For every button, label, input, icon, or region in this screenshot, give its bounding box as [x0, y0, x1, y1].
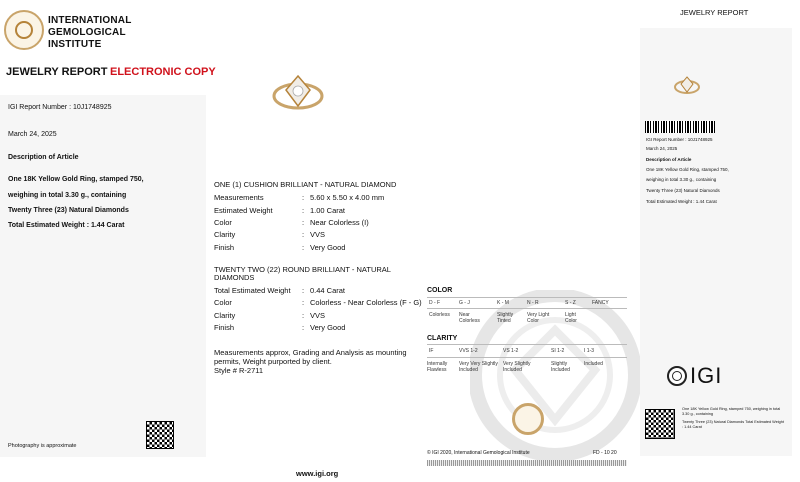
main-measurements-value: 5.60 x 5.50 x 4.00 mm [310, 193, 385, 202]
org-name-line2: GEMOLOGICAL [48, 27, 126, 38]
side-color-value: Colorless - Near Colorless (F - G) [310, 298, 422, 307]
colon: : [302, 193, 305, 202]
org-name-line3: INSTITUTE [48, 39, 102, 50]
colon: : [302, 230, 305, 239]
divider [427, 357, 627, 358]
report-title: JEWELRY REPORT [6, 66, 108, 78]
clarity-grade: VS 1-2 [503, 348, 519, 354]
colon: : [302, 218, 305, 227]
form-code: FD - 10 20 [593, 450, 617, 456]
colon: : [302, 323, 305, 332]
clarity-desc: Included [584, 361, 603, 367]
ring-thumbnail [672, 72, 702, 98]
right-report-title: JEWELRY REPORT [680, 8, 749, 17]
color-desc: Colorless [429, 312, 450, 318]
right-mini-text: Twenty Three (23) Natural Diamonds Total Estimated Weight : 1.44 Carat [682, 420, 784, 429]
colon: : [302, 286, 305, 295]
colon: : [302, 243, 305, 252]
divider [427, 344, 627, 345]
clarity-desc: Very Very Slightly Included [459, 361, 498, 373]
colon: : [302, 311, 305, 320]
color-desc: Slightly Tinted [497, 312, 514, 324]
description-line: Twenty Three (23) Natural Diamonds [8, 207, 129, 214]
note-line2: permits, Weight purported by client. [214, 357, 332, 366]
side-finish-value: Very Good [310, 323, 346, 332]
clarity-desc: Slightly Included [551, 361, 570, 373]
colon: : [302, 206, 305, 215]
color-grade: N - R [527, 300, 539, 306]
photo-note: Photography is approximate [8, 443, 77, 449]
description-line: weighing in total 3.30 g., containing [8, 192, 127, 199]
copyright-text: © IGI 2020, International Gemological Institute [427, 450, 530, 456]
right-description-line: Total Estimated Weight : 1.44 Carat [646, 199, 717, 204]
color-grade: S - Z [565, 300, 576, 306]
main-color-label: Color [214, 218, 232, 227]
color-grade: G - J [459, 300, 470, 306]
description-line: One 18K Yellow Gold Ring, stamped 750, [8, 176, 144, 183]
main-weight-label: Estimated Weight [214, 206, 273, 215]
side-weight-label: Total Estimated Weight [214, 286, 291, 295]
main-clarity-label: Clarity [214, 230, 236, 239]
right-qr-code[interactable] [645, 409, 675, 439]
colon: : [302, 298, 305, 307]
right-description-heading: Description of Article [646, 157, 692, 162]
side-clarity-value: VVS [310, 311, 326, 320]
electronic-copy-label: ELECTRONIC COPY [110, 66, 216, 78]
color-desc: Light Color [565, 312, 577, 324]
color-desc: Very Light Color [527, 312, 550, 324]
clarity-desc: Very Slightly Included [503, 361, 531, 373]
barcode [645, 121, 715, 133]
side-weight-value: 0.44 Carat [310, 286, 346, 295]
right-description-line: One 18K Yellow Gold Ring, stamped 750, [646, 167, 729, 172]
igi-brand-icon [667, 366, 687, 386]
main-measurements-label: Measurements [214, 193, 264, 202]
divider [427, 308, 627, 309]
main-finish-label: Finish [214, 243, 235, 252]
main-color-value: Near Colorless (I) [310, 218, 369, 227]
side-clarity-label: Clarity [214, 311, 236, 320]
divider [427, 297, 627, 298]
color-grade: FANCY [592, 300, 609, 306]
right-panel [640, 28, 792, 456]
clarity-grade: I 1-3 [584, 348, 595, 354]
main-stone-title: ONE (1) CUSHION BRILLIANT - NATURAL DIAMOND [214, 180, 397, 189]
org-name [48, 15, 132, 51]
igi-seal-logo [4, 10, 44, 50]
left-panel [0, 95, 206, 457]
clarity-scale-title: CLARITY [427, 335, 458, 342]
igi-brand-text: IGI [690, 363, 723, 388]
grading-note [214, 348, 407, 375]
right-mini-text: One 18K Yellow Gold Ring, stamped 750, weighing in total 3.30 g., containing [682, 407, 781, 416]
right-report-number: IGI Report Number : 10J1748925 [646, 137, 713, 142]
main-weight-value: 1.00 Carat [310, 206, 346, 215]
color-grade: D - F [429, 300, 441, 306]
qr-code[interactable] [146, 421, 174, 449]
clarity-grade: IF [429, 348, 434, 354]
report-number: IGI Report Number : 10J1748925 [8, 104, 112, 111]
ring-photo [268, 66, 328, 116]
igi-gold-seal [512, 403, 544, 435]
note-line1: Measurements approx, Grading and Analysis as mounting [214, 348, 407, 357]
website-link[interactable]: www.igi.org [296, 469, 339, 478]
right-description-line: weighing in total 3.30 g., containing [646, 177, 717, 182]
color-desc: Near Colorless [459, 312, 480, 324]
description-line: Total Estimated Weight : 1.44 Carat [8, 222, 125, 229]
side-finish-label: Finish [214, 323, 235, 332]
security-microtext-strip [427, 460, 627, 466]
clarity-grade: SI 1-2 [551, 348, 565, 354]
org-name-line1: INTERNATIONAL [48, 15, 132, 26]
main-finish-value: Very Good [310, 243, 346, 252]
igi-watermark-seal [470, 290, 640, 460]
side-stone-title-line1: TWENTY TWO (22) ROUND BRILLIANT - NATURAL [214, 265, 391, 274]
side-color-label: Color [214, 298, 232, 307]
color-scale-title: COLOR [427, 287, 453, 294]
side-stone-title-line2: DIAMONDS [214, 273, 255, 282]
color-grade: K - M [497, 300, 509, 306]
right-description-line: Twenty Three (23) Natural Diamonds [646, 188, 720, 193]
main-clarity-value: VVS [310, 230, 326, 239]
description-heading: Description of Article [8, 154, 79, 161]
clarity-grade: VVS 1-2 [459, 348, 478, 354]
report-date: March 24, 2025 [8, 131, 57, 138]
clarity-desc: Internally Flawless [427, 361, 448, 373]
right-report-date: March 24, 2025 [646, 146, 678, 151]
note-line3: Style # R-2711 [214, 366, 264, 375]
